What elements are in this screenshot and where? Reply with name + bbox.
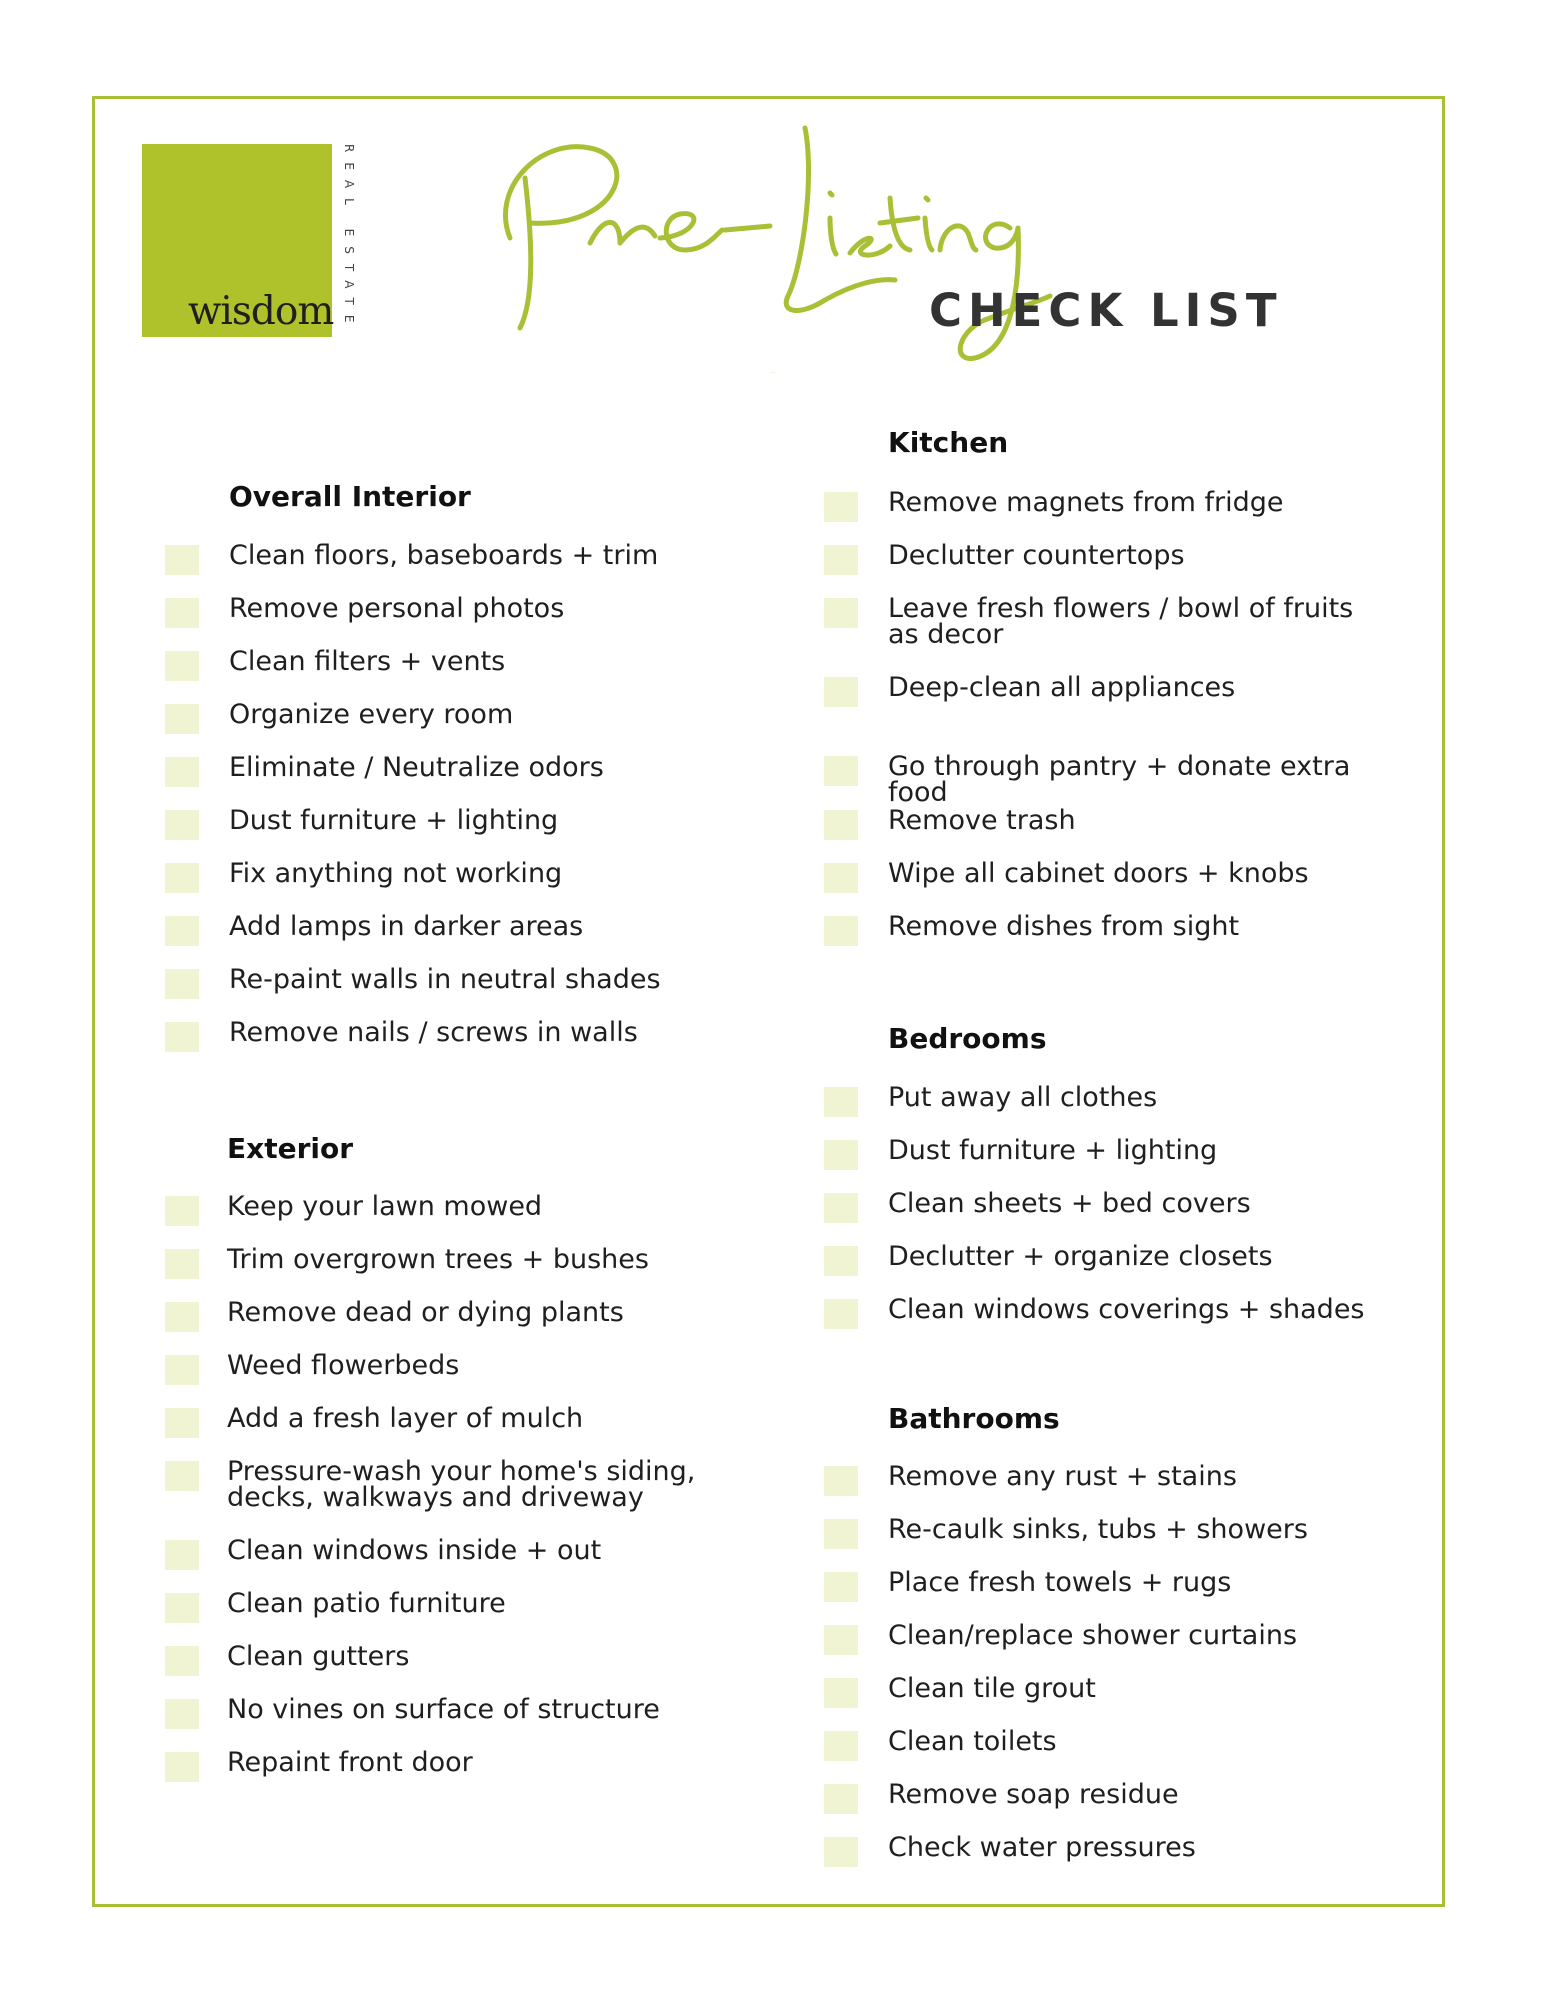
checkbox[interactable]: [165, 545, 199, 575]
checklist-item: Organize every room: [229, 699, 514, 730]
checkbox[interactable]: [824, 1246, 858, 1276]
checklist-item: Clean/replace shower curtains: [888, 1620, 1298, 1651]
checklist-item: Wipe all cabinet doors + knobs: [888, 858, 1309, 889]
checklist-item: Clean windows coverings + shades: [888, 1294, 1365, 1325]
checklist-item: Eliminate / Neutralize odors: [229, 752, 604, 783]
checklist-item: Declutter + organize closets: [888, 1241, 1273, 1272]
section-heading-exterior: Exterior: [227, 1132, 354, 1165]
script-title: [470, 118, 1070, 378]
checkbox[interactable]: [824, 677, 858, 707]
checkbox[interactable]: [165, 916, 199, 946]
checkbox[interactable]: [165, 1752, 199, 1782]
checklist-item: Clean floors, baseboards + trim: [229, 540, 659, 571]
checkbox[interactable]: [824, 545, 858, 575]
section-heading-bathrooms: Bathrooms: [888, 1402, 1060, 1435]
checkbox[interactable]: [824, 916, 858, 946]
checkbox[interactable]: [824, 863, 858, 893]
checkbox[interactable]: [165, 1196, 199, 1226]
checkbox[interactable]: [165, 1302, 199, 1332]
checklist-item: Remove magnets from fridge: [888, 487, 1284, 518]
checkbox[interactable]: [165, 1249, 199, 1279]
checkbox[interactable]: [824, 598, 858, 628]
checkbox[interactable]: [824, 1140, 858, 1170]
checklist-item: Remove trash: [888, 805, 1076, 836]
checkbox[interactable]: [824, 1299, 858, 1329]
checkbox[interactable]: [165, 757, 199, 787]
checkbox[interactable]: [824, 492, 858, 522]
checklist-item: Repaint front door: [227, 1747, 473, 1778]
checklist-item: Dust furniture + lighting: [229, 805, 559, 836]
checklist-item: Add lamps in darker areas: [229, 911, 584, 942]
checkbox[interactable]: [824, 1784, 858, 1814]
checkbox[interactable]: [165, 1699, 199, 1729]
checklist-item: Fix anything not working: [229, 858, 563, 889]
section-heading-kitchen: Kitchen: [888, 426, 1009, 459]
checkbox[interactable]: [165, 1355, 199, 1385]
checklist-item: Re-caulk sinks, tubs + showers: [888, 1514, 1308, 1545]
checkbox[interactable]: [824, 756, 858, 786]
checklist-item: Weed flowerbeds: [227, 1350, 460, 1381]
checklist-item: Remove personal photos: [229, 593, 565, 624]
checkbox[interactable]: [165, 1461, 199, 1491]
checklist-item: Pressure-wash your home's siding, decks, walkways and driveway: [227, 1456, 696, 1513]
logo-side-text: REAL ESTATE: [342, 144, 356, 333]
checkbox[interactable]: [824, 1625, 858, 1655]
checklist-item: Clean toilets: [888, 1726, 1057, 1757]
checkbox[interactable]: [165, 969, 199, 999]
checkbox[interactable]: [165, 651, 199, 681]
checkbox[interactable]: [165, 1593, 199, 1623]
checkbox[interactable]: [824, 1678, 858, 1708]
checklist-item: Remove any rust + stains: [888, 1461, 1237, 1492]
checkbox[interactable]: [165, 1408, 199, 1438]
checklist-item: Deep-clean all appliances: [888, 672, 1236, 703]
checkbox[interactable]: [824, 810, 858, 840]
checklist-item: Clean gutters: [227, 1641, 410, 1672]
checklist-item: Remove dishes from sight: [888, 911, 1240, 942]
checklist-item: Remove nails / screws in walls: [229, 1017, 638, 1048]
checkbox[interactable]: [824, 1837, 858, 1867]
checkbox[interactable]: [824, 1087, 858, 1117]
checklist-item: Check water pressures: [888, 1832, 1196, 1863]
checklist-item: Declutter countertops: [888, 540, 1185, 571]
checkbox[interactable]: [165, 1646, 199, 1676]
logo-wordmark: wisdom: [188, 289, 334, 334]
checklist-item: Dust furniture + lighting: [888, 1135, 1218, 1166]
checkbox[interactable]: [824, 1193, 858, 1223]
checkbox[interactable]: [165, 810, 199, 840]
checklist-item: Go through pantry + donate extra food: [888, 751, 1351, 808]
checklist-item: Clean tile grout: [888, 1673, 1096, 1704]
checklist-item: Place fresh towels + rugs: [888, 1567, 1232, 1598]
checklist-item: Clean sheets + bed covers: [888, 1188, 1251, 1219]
checkbox[interactable]: [824, 1572, 858, 1602]
checklist-item: Clean patio furniture: [227, 1588, 506, 1619]
checklist-item: Clean filters + vents: [229, 646, 506, 677]
checkbox[interactable]: [165, 1022, 199, 1052]
checkbox[interactable]: [824, 1731, 858, 1761]
checklist-item: Trim overgrown trees + bushes: [227, 1244, 649, 1275]
svg-text:Pre-Listing: Pre-Listing: [770, 373, 776, 374]
checkbox[interactable]: [165, 863, 199, 893]
page-subtitle: CHECK LIST: [929, 284, 1283, 337]
checklist-item: Put away all clothes: [888, 1082, 1158, 1113]
checklist-item: Re-paint walls in neutral shades: [229, 964, 661, 995]
checklist-item: Clean windows inside + out: [227, 1535, 602, 1566]
checklist-item: Leave fresh flowers / bowl of fruits as decor: [888, 593, 1354, 650]
checklist-item: No vines on surface of structure: [227, 1694, 660, 1725]
section-heading-overall-interior: Overall Interior: [229, 480, 471, 513]
checkbox[interactable]: [824, 1519, 858, 1549]
checkbox[interactable]: [824, 1466, 858, 1496]
checkbox[interactable]: [165, 704, 199, 734]
section-heading-bedrooms: Bedrooms: [888, 1022, 1047, 1055]
checklist-item: Keep your lawn mowed: [227, 1191, 543, 1222]
checkbox[interactable]: [165, 1540, 199, 1570]
checklist-item: Remove soap residue: [888, 1779, 1179, 1810]
checkbox[interactable]: [165, 598, 199, 628]
checklist-item: Remove dead or dying plants: [227, 1297, 624, 1328]
checklist-item: Add a fresh layer of mulch: [227, 1403, 584, 1434]
